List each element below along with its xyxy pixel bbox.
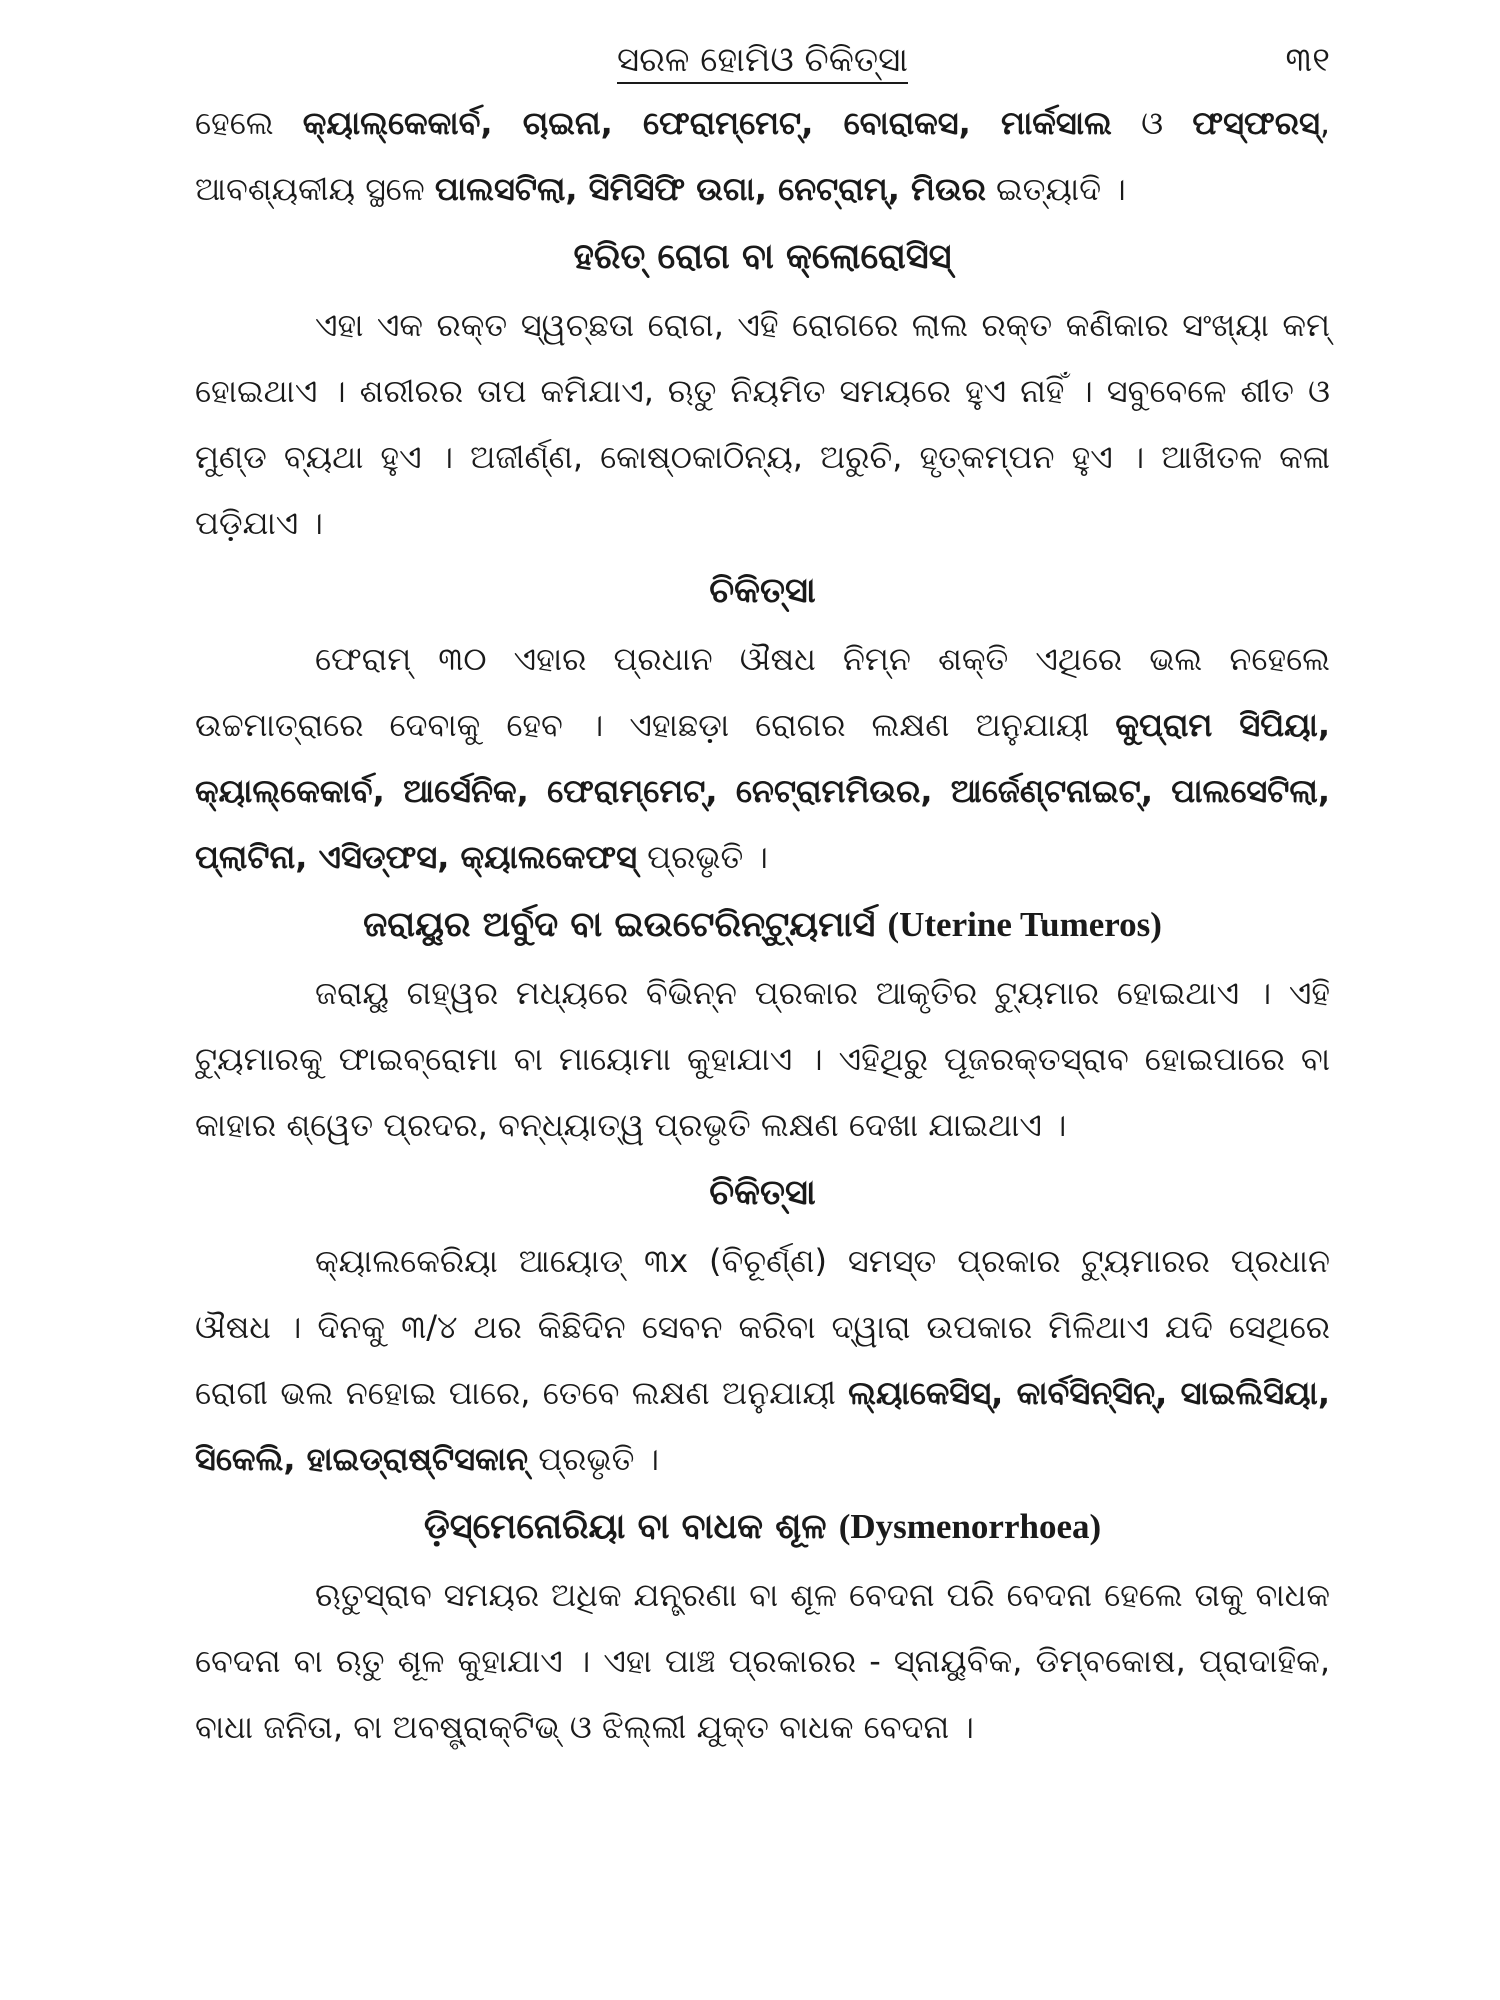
paragraph-uterine-tumors-description: ଜରାୟୁ ଗହ୍ୱର ମଧ୍ୟରେ ବିଭିନ୍ନ ପ୍ରକାର ଆକୃତିର ଟ୍ୟୁମାର ହୋଇଥାଏ । ଏହି ଟ୍ୟୁମାରକୁ ଫାଇବ୍ରୋମା ବା ମାୟୋମା କୁହାଯାଏ । ଏହିଥିରୁ ପୂଜରକ୍ତସ୍ରାବ ହୋଇପାରେ ବା କାହାର ଶ୍ୱେତ ପ୍ରଦର, ବନ୍ଧ୍ୟାତ୍ୱ ପ୍ରଭୃତି ଲକ୍ଷଣ ଦେଖା ଯାଇଥାଏ । [195,974,1330,1144]
page-header [195,30,1330,90]
paragraph-uterine-tumors-treatment: କ୍ୟାଲକେରିୟା ଆୟୋଡ୍ ୩x (ବିଚୂର୍ଣ୍ଣ) ସମସ୍ତ ପ୍ରକାର ଟ୍ୟୁମାରର ପ୍ରଧାନ ଔଷଧ । ଦିନକୁ ୩/୪ ଥର କିଛିଦିନ ସେବନ କରିବା ଦ୍ୱାରା ଉପକାର ମିଳିଥାଏ ଯଦି ସେଥିରେ ରୋଗୀ ଭଲ ନହୋଇ ପାରେ, ତେବେ ଲକ୍ଷଣ ଅନୁଯାୟୀ ଲ୍ୟାକେସିସ୍, କାର୍ବସିନ୍‌ସିନ୍, ସାଇଲିସିୟା, ସିକେଲି, ହାଇଡ୍ରାଷ୍ଟିସକାନ୍ ପ୍ରଭୃତି । [195,1242,1330,1478]
heading-chlorosis: ହରିତ୍ ରୋଗ ବା କ୍ଲୋରୋସିସ୍ [573,237,952,277]
running-title-text: ସରଳ ହୋମିଓ ଚିକିତ୍ସା [617,40,908,84]
heading-treatment-2: ଚିକିତ୍ସା [709,1173,816,1213]
running-title [195,38,1330,82]
page-number: ୩୧ [1285,40,1330,80]
heading-uterine-tumors: ଜରାୟୁର ଅର୍ବୁଦ ବା ଇଉଟେରିନ୍‌ଟ୍ୟୁମାର୍ସ (Uterine Tumeros) [363,905,1162,945]
paragraph-chlorosis-description: ଏହା ଏକ ରକ୍ତ ସ୍ୱଚ୍ଛତା ରୋଗ, ଏହି ରୋଗରେ ଲାଲ ରକ୍ତ କଣିକାର ସଂଖ୍ୟା କମ୍ ହୋଇଥାଏ । ଶରୀରର ତାପ କମିଯାଏ, ଋତୁ ନିୟମିତ ସମୟରେ ହୁଏ ନାହିଁ । ସବୁବେଳେ ଶୀତ ଓ ମୁଣ୍ଡ ବ୍ୟଥା ହୁଏ । ଅଜୀର୍ଣ୍ଣ, କୋଷ୍ଠକାଠିନ୍ୟ, ଅରୁଚି, ହୃତ୍‌କମ୍ପନ ହୁଏ । ଆଖିତଳ କଳା ପଡ଼ିଯାଏ । [195,306,1330,542]
paragraph-dysmenorrhoea-description: ଋତୁସ୍ରାବ ସମୟର ଅଧିକ ଯନ୍ତ୍ରଣା ବା ଶୂଳ ବେଦନା ପରି ବେଦନା ହେଲେ ତାକୁ ବାଧକ ବେଦନା ବା ଋତୁ ଶୂଳ କୁହାଯାଏ । ଏହା ପାଞ୍ଚ ପ୍ରକାରର - ସ୍ନାୟୁବିକ, ଡିମ୍ବକୋଷ, ପ୍ରାଦାହିକ, ବାଧା ଜନିତା, ବା ଅବଷ୍ଟ୍ରାକ୍‌ଟିଭ୍ ଓ ଝିଲ୍ଲୀ ଯୁକ୍ତ ବାଧକ ବେଦନା । [195,1576,1330,1746]
paragraph-remedies-continued: ହେଲେ କ୍ୟାଲ୍‌କେକାର୍ବ, ଚାଇନା, ଫେରାମ୍‌ମେଟ୍, ବୋରାକସ, ମାର୍କସାଲ ଓ ଫସ୍‌ଫରସ୍, ଆବଶ୍ୟକୀୟ ସ୍ଥଳେ ପାଲସଟିଲା, ସିମିସିଫି ଉଗା, ନେଟ୍ରାମ୍, ମିଉର ଇତ୍ୟାଦି । [195,104,1330,208]
heading-dysmenorrhoea: ଡ଼ିସ୍‌ମେନୋରିୟା ବା ବାଧକ ଶୂଳ (Dysmenorrhoea) [423,1507,1102,1547]
paragraph-chlorosis-treatment: ଫେରାମ୍ ୩୦ ଏହାର ପ୍ରଧାନ ଔଷଧ ନିମ୍ନ ଶକ୍ତି ଏଥିରେ ଭଲ ନହେଲେ ଉଚ୍ଚମାତ୍ରାରେ ଦେବାକୁ ହେବ । ଏହାଛଡ଼ା ରୋଗର ଲକ୍ଷଣ ଅନୁଯାୟୀ କୁପ୍ରାମ ସିପିୟା, କ୍ୟାଲ୍‌କେକାର୍ବ, ଆର୍ସେନିକ, ଫେରାମ୍‌ମେଟ୍, ନେଟ୍ରାମମିଉର, ଆର୍ଜେଣ୍ଟନାଇଟ୍, ପାଲସେଟିଲା, ପ୍ଲାଟିନା, ଏସିଡ୍‌ଫସ, କ୍ୟାଲକେଫସ୍ ପ୍ରଭୃତି । [195,640,1330,876]
document-page [195,30,1330,1980]
heading-treatment-1: ଚିକିତ୍ସା [709,571,816,611]
